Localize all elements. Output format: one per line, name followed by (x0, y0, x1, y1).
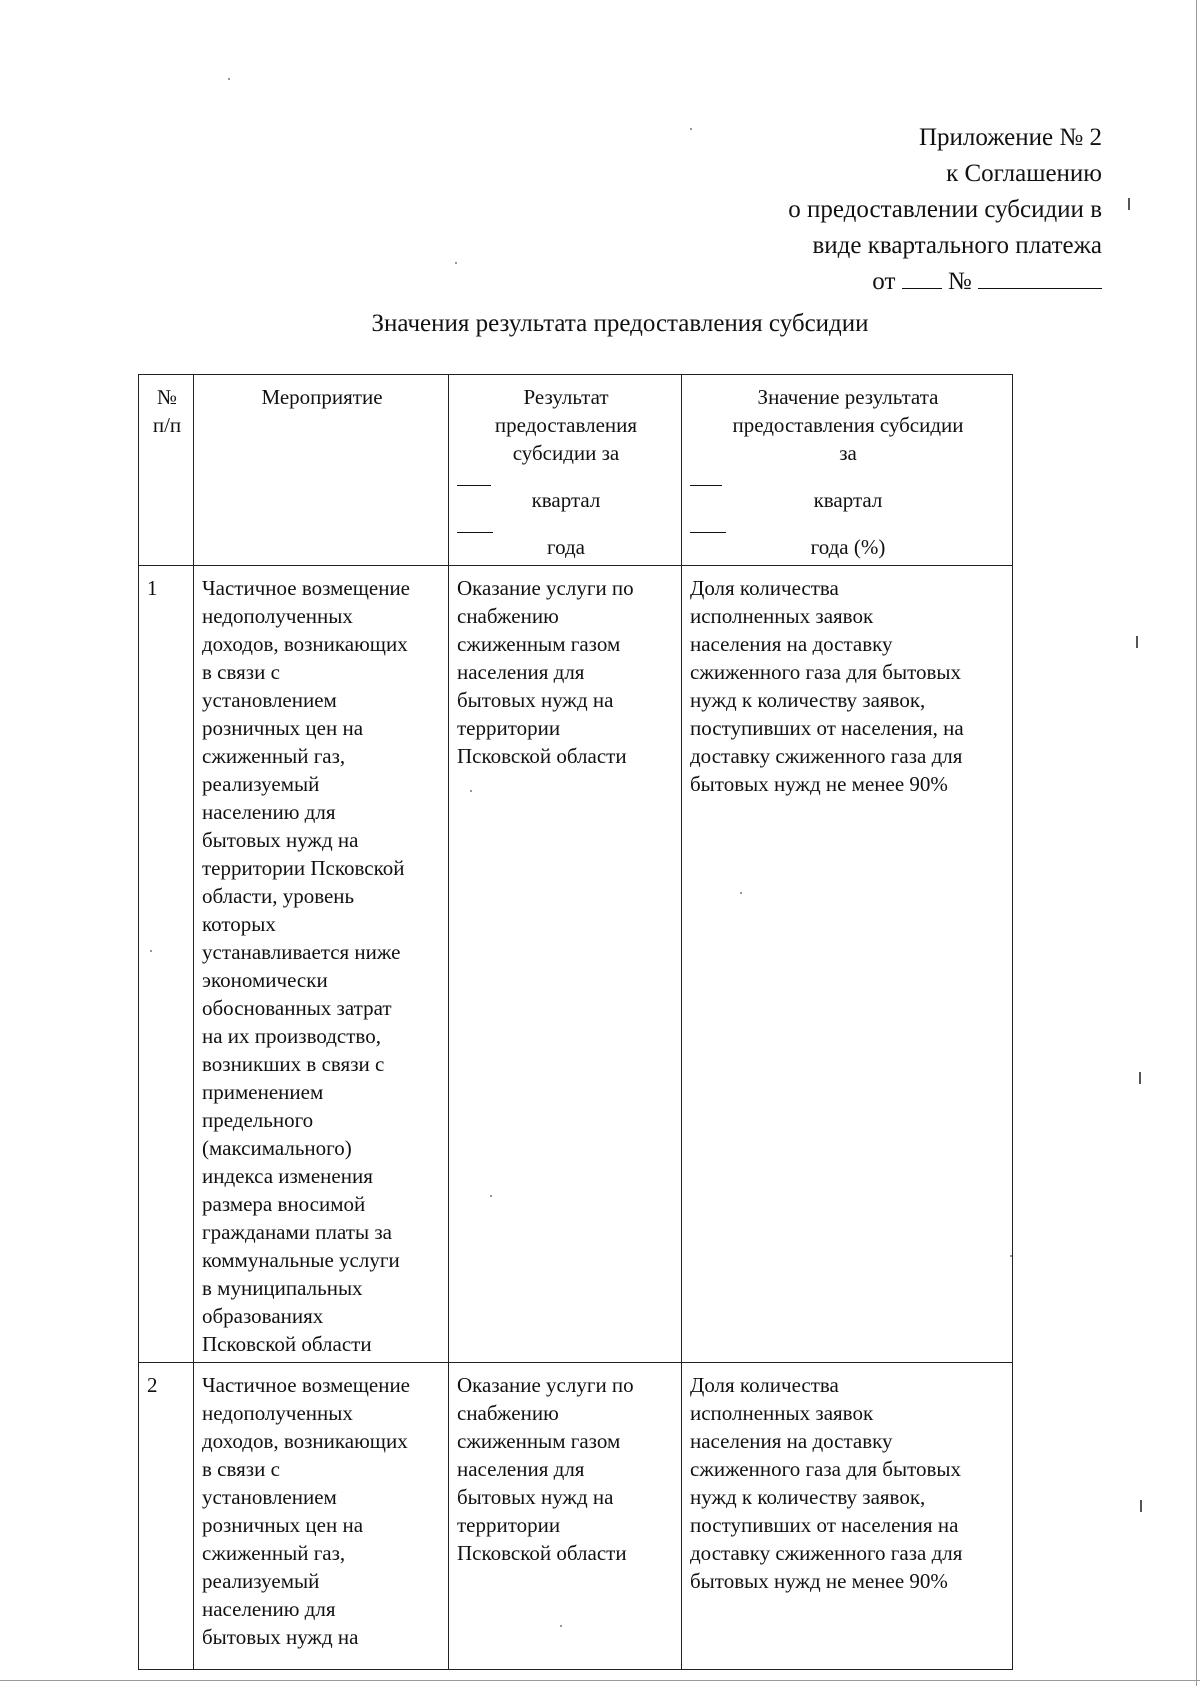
table-row (139, 1363, 1013, 1670)
document-title: Значения результата предоставления субсидии (371, 310, 869, 337)
row-event-lines (202, 1371, 442, 1651)
cell-line: Псковской области (457, 1541, 627, 1565)
cell-line: доставку сжиженного газа для (690, 744, 963, 768)
agreement-ref: к Соглашению (946, 160, 1102, 187)
cell-line: реализуемый (202, 772, 320, 796)
cell-line: бытовых нужд на (202, 1625, 359, 1649)
cell-line: индекса изменения (202, 1164, 373, 1188)
cell-line: устанавливается ниже (202, 940, 401, 964)
cell-line: которых (202, 912, 276, 936)
cell-line: Доля количества (690, 1373, 839, 1397)
cell-line: (максимального) (202, 1136, 352, 1160)
cell-line: экономически (202, 968, 328, 992)
header-num (139, 375, 194, 566)
cell-line: применением (202, 1080, 324, 1104)
cell-line: территории (457, 1513, 561, 1537)
header-result-line (457, 486, 675, 561)
scan-speck (690, 128, 692, 130)
header-value-text: квартал (813, 488, 883, 512)
row-value-lines (690, 574, 1006, 798)
row-event (194, 566, 449, 1363)
page-edge-right (1196, 0, 1197, 1686)
cell-line: доставку сжиженного газа для (690, 1541, 963, 1565)
header-event (194, 375, 449, 566)
row-value-lines (690, 1371, 1006, 1595)
cell-line: сжиженный газ, (202, 744, 346, 768)
scan-mark (1139, 1072, 1141, 1084)
cell-line: поступивших от населения на (690, 1513, 959, 1537)
cell-line: недополученных (202, 604, 353, 628)
header-result-line: предоставления (494, 413, 638, 437)
cell-line: населения для (457, 660, 585, 684)
scan-speck (228, 78, 230, 80)
cell-line: нужд к количеству заявок, (690, 1485, 926, 1509)
table-row (139, 566, 1013, 1363)
header-value-line (690, 439, 1006, 561)
header-result-text: субсидии за (512, 441, 620, 465)
cell-line: бытовых нужд на (202, 828, 359, 852)
header-value-line: Значение результата (757, 385, 939, 409)
row-number: 1 (139, 566, 194, 1363)
scan-mark (1140, 1500, 1142, 1512)
cell-line: Доля количества (690, 576, 839, 600)
cell-line: исполненных заявок (690, 604, 874, 628)
header-value (682, 375, 1013, 566)
appendix-header (788, 120, 1102, 300)
subsidy-ref: о предоставлении субсидии в (788, 196, 1102, 223)
cell-line: Частичное возмещение (202, 1373, 411, 1397)
page-edge-bottom (0, 1680, 1200, 1681)
header-value-text: за (839, 441, 857, 465)
cell-line: реализуемый (202, 1569, 320, 1593)
number-blank (978, 268, 1102, 289)
cell-line: сжиженного газа для бытовых (690, 660, 962, 684)
row-value (682, 1363, 1013, 1670)
cell-line: населения для (457, 1457, 585, 1481)
header-result (449, 375, 682, 566)
cell-line: гражданами платы за (202, 1220, 392, 1244)
cell-line: населения на доставку (690, 632, 893, 656)
cell-line: в связи с (202, 660, 280, 684)
row-result (449, 1363, 682, 1670)
cell-line: Псковской области (457, 744, 627, 768)
cell-line: коммунальные услуги (202, 1248, 400, 1272)
cell-line: образованиях (202, 1304, 324, 1328)
blank-field (457, 514, 493, 533)
number-sign: № (947, 268, 972, 295)
results-table (138, 374, 1013, 1670)
cell-line: доходов, возникающих (202, 1429, 408, 1453)
payment-type: виде квартального платежа (812, 232, 1102, 259)
cell-line: сжиженный газ, (202, 1541, 346, 1565)
row-result-lines (457, 1371, 675, 1567)
appendix-number: Приложение № 2 (918, 124, 1102, 151)
header-result-text: квартал (531, 488, 601, 512)
scan-speck (455, 262, 457, 264)
cell-line: сжиженного газа для бытовых (690, 1457, 962, 1481)
header-result-line (457, 439, 675, 486)
header-value-text: года (%) (810, 535, 886, 559)
cell-line: области, уровень (202, 884, 355, 908)
cell-line: бытовых нужд на (457, 688, 614, 712)
header-value-line: предоставления субсидии (732, 413, 964, 437)
header-result-line: Результат (523, 385, 609, 409)
header-result-text: года (547, 535, 585, 559)
cell-line: поступивших от населения, на (690, 716, 964, 740)
cell-line: размера вносимой (202, 1192, 366, 1216)
cell-line: бытовых нужд на (457, 1485, 614, 1509)
cell-line: установлением (202, 1485, 337, 1509)
cell-line: территории Псковской (202, 856, 405, 880)
date-blank (902, 268, 942, 289)
cell-line: розничных цен на (202, 716, 364, 740)
header-event-label: Мероприятие (261, 385, 383, 409)
cell-line: установлением (202, 688, 337, 712)
cell-line: недополученных (202, 1401, 353, 1425)
cell-line: доходов, возникающих (202, 632, 408, 656)
date-number-line (788, 264, 1102, 300)
cell-line: обоснованных затрат (202, 996, 392, 1020)
row-number: 2 (139, 1363, 194, 1670)
cell-line: населению для (202, 800, 336, 824)
row-value (682, 566, 1013, 1363)
cell-line: в муниципальных (202, 1276, 363, 1300)
table-header-row (139, 375, 1013, 566)
cell-line: Псковской области (202, 1332, 372, 1356)
header-num-line: № (156, 385, 178, 409)
row-result (449, 566, 682, 1363)
cell-line: исполненных заявок (690, 1401, 874, 1425)
cell-line: Оказание услуги по (457, 576, 634, 600)
cell-line: населения на доставку (690, 1429, 893, 1453)
cell-line: в связи с (202, 1457, 280, 1481)
cell-line: возникших в связи с (202, 1052, 385, 1076)
cell-line: снабжению (457, 1401, 559, 1425)
row-event (194, 1363, 449, 1670)
cell-line: на их производство, (202, 1024, 381, 1048)
cell-line: розничных цен на (202, 1513, 364, 1537)
date-prefix: от (872, 268, 896, 295)
cell-line: бытовых нужд не менее 90% (690, 1569, 948, 1593)
scan-mark (1136, 636, 1138, 648)
row-result-lines (457, 574, 675, 770)
cell-line: сжиженным газом (457, 632, 621, 656)
cell-line: нужд к количеству заявок, (690, 688, 926, 712)
cell-line: территории (457, 716, 561, 740)
cell-line: сжиженным газом (457, 1429, 621, 1453)
blank-field (690, 514, 726, 533)
cell-line: населению для (202, 1597, 336, 1621)
blank-field (457, 467, 491, 486)
row-event-lines (202, 574, 442, 1358)
cell-line: Частичное возмещение (202, 576, 411, 600)
blank-field (690, 467, 722, 486)
cell-line: бытовых нужд не менее 90% (690, 772, 948, 796)
cell-line: снабжению (457, 604, 559, 628)
header-num-line: п/п (152, 413, 182, 437)
cell-line: Оказание услуги по (457, 1373, 634, 1397)
scan-mark (1128, 198, 1130, 210)
cell-line: предельного (202, 1108, 314, 1132)
